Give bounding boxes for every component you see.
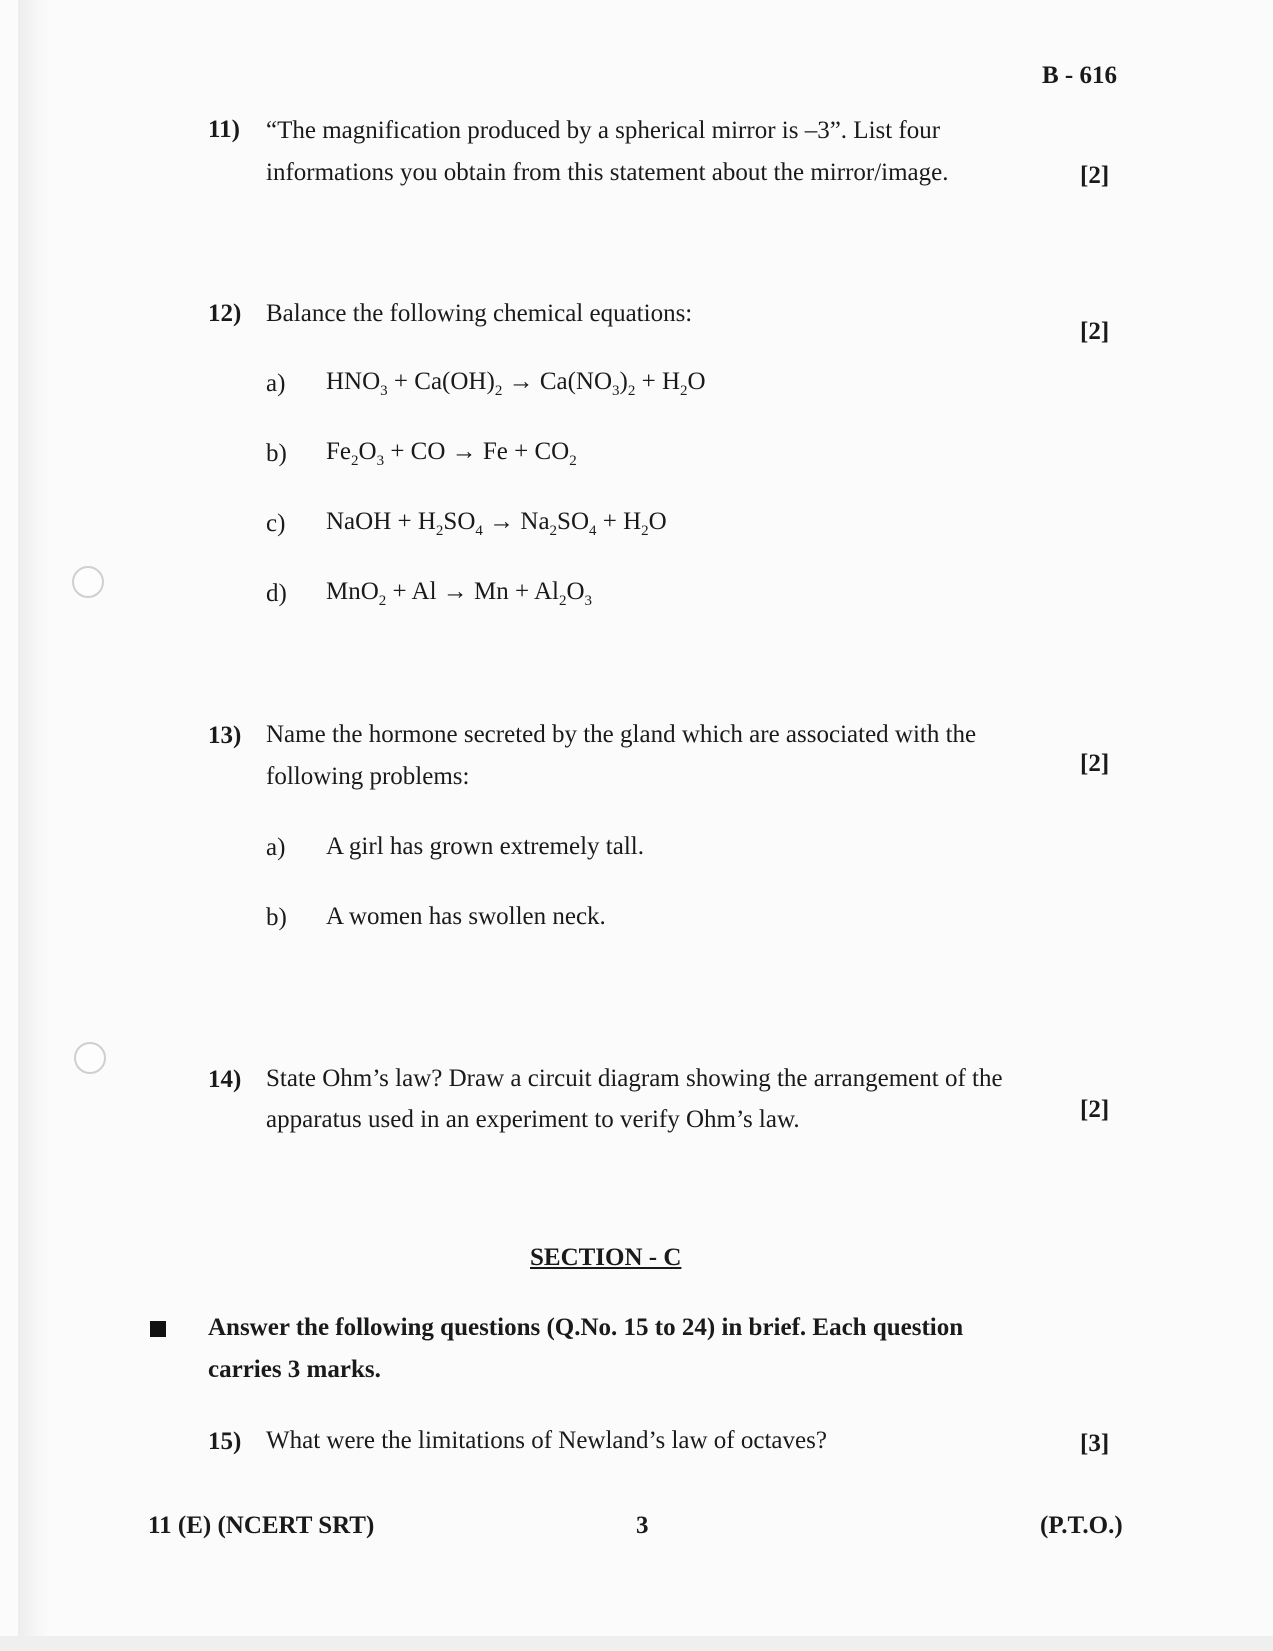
punch-hole [74,1042,106,1074]
chemical-equation-a: $HNO_3 + Ca(OH)_2 \to Ca(NO_3)_2 + H_2O$ [326,368,706,399]
option-text: A girl has grown extremely tall. [326,833,644,860]
footer-paper-code: 11 (E) (NCERT SRT) [148,1512,375,1539]
option-label: d) [266,580,287,607]
question-number: 15) [208,1428,242,1455]
question-marks: [2] [1080,318,1110,345]
question-text-line: What were the limitations of Newland’s law of octaves? [266,1427,827,1454]
question-marks: [2] [1080,162,1110,189]
page-bottom-edge [0,1636,1273,1651]
question-text-line: Name the hormone secreted by the gland which are associated with the [266,721,977,748]
question-text-line: State Ohm’s law? Draw a circuit diagram showing the arrangement of the [266,1065,1003,1092]
chemical-equation-c: NaOH + $H_2SO_4 \to Na_2SO_4 + H_2O$ [326,508,667,539]
chemical-equation-d: $MnO_2 + Al \to Mn + Al_2O_3$ [326,578,593,609]
question-number: 12) [208,300,242,327]
section-title: SECTION - C [530,1244,682,1271]
option-label: a) [266,834,286,861]
option-label: c) [266,510,286,537]
square-bullet-icon [150,1321,166,1337]
option-label: a) [266,370,286,397]
chemical-equation-b: $Fe_2O_3$ + CO → $Fe + CO_2$ [326,438,577,469]
punch-hole [72,566,104,598]
page-number: 3 [636,1512,649,1539]
question-number: 11) [208,116,240,143]
option-text: A women has swollen neck. [326,903,606,930]
page-scan-edge [18,0,50,1651]
question-text-line: informations you obtain from this statement about the mirror/image. [266,159,949,186]
question-text-line: following problems: [266,763,470,790]
paper-code: B - 616 [1042,62,1117,89]
question-number: 13) [208,722,242,749]
question-marks: [3] [1080,1430,1110,1457]
option-label: b) [266,904,287,931]
question-text-line: Balance the following chemical equations: [266,300,693,327]
question-number: 14) [208,1066,242,1093]
option-label: b) [266,440,287,467]
question-marks: [2] [1080,750,1110,777]
section-instruction-line: Answer the following questions (Q.No. 15 to 24) in brief. Each question [208,1314,964,1341]
question-text-line: “The magnification produced by a spherical mirror is –3”. List four [266,117,941,144]
section-instruction-line: carries 3 marks. [208,1356,381,1383]
question-marks: [2] [1080,1096,1110,1123]
question-text-line: apparatus used in an experiment to verify Ohm’s law. [266,1106,800,1133]
please-turn-over: (P.T.O.) [1040,1512,1123,1539]
